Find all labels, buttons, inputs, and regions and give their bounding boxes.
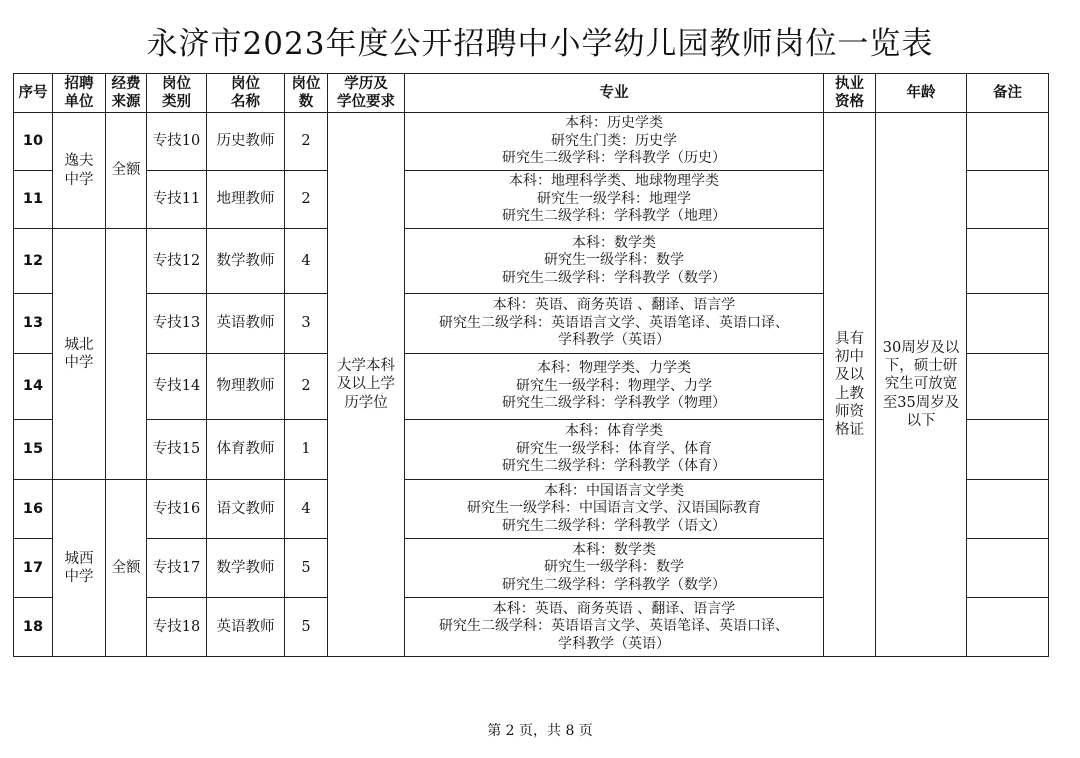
row-seq: 11 [14,171,53,229]
row-count: 2 [285,354,328,420]
row-seq: 13 [14,294,53,354]
row-count: 5 [285,539,328,598]
row-position-name: 历史教师 [207,113,285,171]
row-count: 3 [285,294,328,354]
row-category: 专技18 [147,598,207,657]
row-seq: 10 [14,113,53,171]
header-position-name: 岗位 名称 [207,74,285,113]
header-remark: 备注 [967,74,1049,113]
row-category: 专技17 [147,539,207,598]
row-position-name: 英语教师 [207,294,285,354]
row-remark [967,113,1049,171]
row-remark [967,480,1049,539]
certificate-cell: 具有 初中 及以 上教 师资 格证 [824,113,876,657]
header-seq: 序号 [14,74,53,113]
row-count: 5 [285,598,328,657]
row-remark [967,598,1049,657]
row-count: 2 [285,113,328,171]
row-position-name: 数学教师 [207,539,285,598]
header-major: 专业 [405,74,824,113]
row-remark [967,171,1049,229]
row-position-name: 地理教师 [207,171,285,229]
row-count: 2 [285,171,328,229]
row-major: 本科：历史学类 研究生门类：历史学 研究生二级学科：学科教学（历史） [405,113,824,171]
row-seq: 14 [14,354,53,420]
page-title: 永济市2023年度公开招聘中小学幼儿园教师岗位一览表 [146,26,934,62]
table-row [14,113,1049,171]
row-major: 本科：数学类 研究生一级学科：数学 研究生二级学科：学科教学（数学） [405,229,824,294]
education-cell: 大学本科 及以上学 历学位 [328,113,405,657]
row-remark [967,354,1049,420]
row-major: 本科：中国语言文学类 研究生一级学科：中国语言文学、汉语国际教育 研究生二级学科：学科教学（语文） [405,480,824,539]
row-category: 专技11 [147,171,207,229]
row-count: 4 [285,480,328,539]
row-category: 专技13 [147,294,207,354]
age-cell: 30周岁及以 下，硕士研 究生可放宽 至35周岁及 以下 [876,113,967,657]
fund-cell [106,229,147,480]
row-seq: 12 [14,229,53,294]
fund-cell: 全额 [106,113,147,229]
row-count: 4 [285,229,328,294]
row-category: 专技12 [147,229,207,294]
row-major: 本科：物理学类、力学类 研究生一级学科：物理学、力学 研究生二级学科：学科教学（物理） [405,354,824,420]
row-major: 本科：英语、商务英语 、翻译、语言学 研究生二级学科：英语语言文学、英语笔译、英语口译、 学科教学（英语） [405,294,824,354]
page-footer: 第 2 页，共 8 页 [487,723,593,739]
positions-table [13,73,1049,657]
row-position-name: 物理教师 [207,354,285,420]
row-remark [967,420,1049,480]
header-count: 岗位 数 [285,74,328,113]
header-certificate: 执业 资格 [824,74,876,113]
row-position-name: 数学教师 [207,229,285,294]
row-category: 专技15 [147,420,207,480]
unit-cell: 城西 中学 [53,480,106,657]
row-category: 专技16 [147,480,207,539]
row-category: 专技14 [147,354,207,420]
row-major: 本科：体育学类 研究生一级学科：体育学、体育 研究生二级学科：学科教学（体育） [405,420,824,480]
fund-cell: 全额 [106,480,147,657]
row-seq: 18 [14,598,53,657]
row-remark [967,294,1049,354]
row-major: 本科：数学类 研究生一级学科：数学 研究生二级学科：学科教学（数学） [405,539,824,598]
row-major: 本科：地理科学类、地球物理学类 研究生一级学科：地理学 研究生二级学科：学科教学（地理） [405,171,824,229]
row-seq: 15 [14,420,53,480]
row-remark [967,229,1049,294]
row-count: 1 [285,420,328,480]
header-category: 岗位 类别 [147,74,207,113]
header-education: 学历及 学位要求 [328,74,405,113]
header-age: 年龄 [876,74,967,113]
unit-cell: 逸夫 中学 [53,113,106,229]
header-fund: 经费 来源 [106,74,147,113]
row-seq: 17 [14,539,53,598]
row-major: 本科：英语、商务英语 、翻译、语言学 研究生二级学科：英语语言文学、英语笔译、英语口译、 学科教学（英语） [405,598,824,657]
row-remark [967,539,1049,598]
header-unit: 招聘 单位 [53,74,106,113]
unit-cell: 城北 中学 [53,229,106,480]
table-header-row [14,74,1049,113]
row-position-name: 英语教师 [207,598,285,657]
row-category: 专技10 [147,113,207,171]
row-position-name: 体育教师 [207,420,285,480]
row-seq: 16 [14,480,53,539]
row-position-name: 语文教师 [207,480,285,539]
